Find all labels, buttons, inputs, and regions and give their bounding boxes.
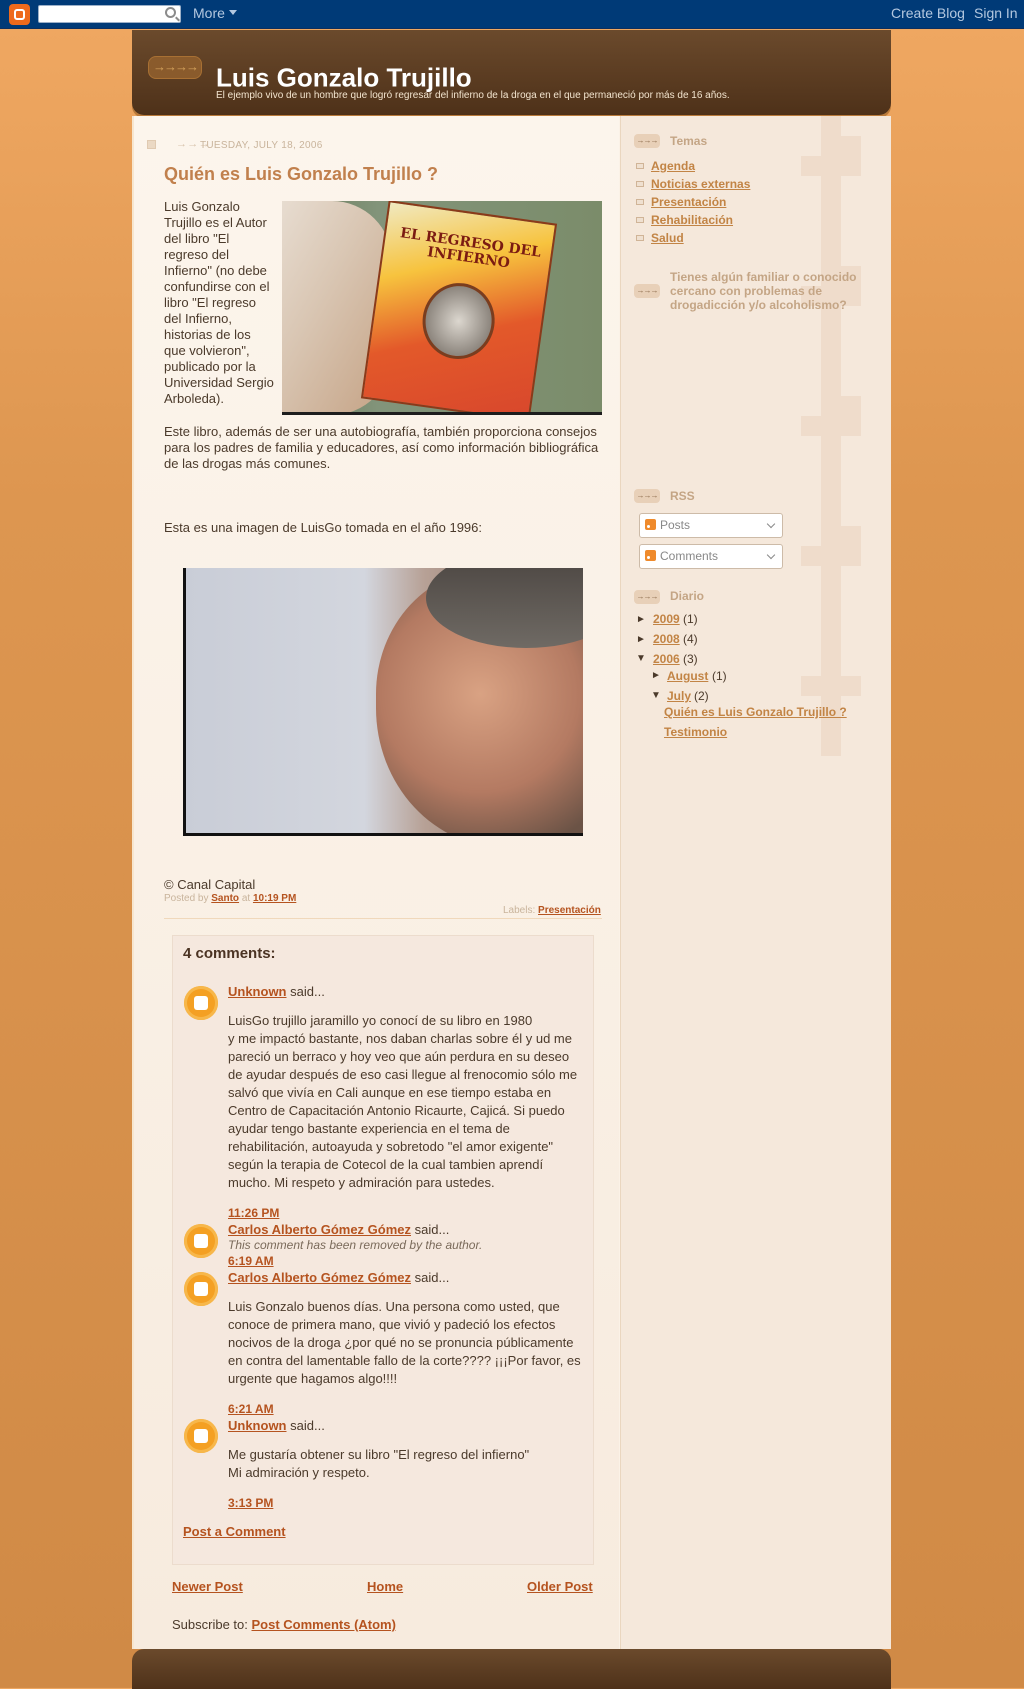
sidebar: [620, 116, 891, 1649]
post-footer-byline: [164, 893, 296, 904]
subscribe-label: Subscribe to:: [172, 1617, 248, 1632]
rss-title: RSS: [670, 489, 695, 503]
comments-title: 4 comments:: [183, 945, 276, 962]
rss-feed-icon: [645, 550, 656, 561]
bullet-icon: [636, 163, 644, 169]
comment-author-link[interactable]: Carlos Alberto Gómez Gómez: [228, 1222, 411, 1237]
comment-author-line: [228, 984, 325, 999]
question-title: Tienes algún familiar o conocido cercano con problemas de drogadicción y/o alcoholismo?: [670, 270, 857, 312]
chevron-down-icon: [767, 520, 775, 528]
temas-link-noticias[interactable]: Noticias externas: [651, 177, 751, 191]
collapse-toggle-icon[interactable]: ▼: [651, 690, 661, 701]
post-paragraph-3: Esta es una imagen de LuisGo tomada en el año 1996:: [164, 520, 482, 535]
luisgo-photo[interactable]: [183, 568, 583, 836]
post-author-link[interactable]: Santo: [211, 893, 240, 904]
labels-label: Labels:: [503, 905, 536, 916]
comment-author-link[interactable]: Carlos Alberto Gómez Gómez: [228, 1270, 411, 1285]
book-cover: [361, 201, 557, 415]
comment-author-line: [228, 1418, 325, 1433]
comment-author-line: [228, 1222, 449, 1237]
bullet-icon: [636, 217, 644, 223]
date-arrows-icon: →→→: [176, 138, 210, 150]
blogger-navbar: [0, 0, 1024, 29]
comment-author-line: [228, 1270, 449, 1285]
bullet-icon: [636, 235, 644, 241]
temas-link-salud[interactable]: Salud: [651, 231, 684, 245]
expand-toggle-icon[interactable]: ►: [651, 670, 661, 681]
post-a-comment-link[interactable]: Post a Comment: [183, 1524, 286, 1539]
post-intro: Luis Gonzalo Trujillo es el Autor del libro "El regreso del Infierno" (no debe confundirse con el libro "El regreso del Infierno, historias de los que volvieron", publicado por la Universidad Sergio Arboleda).: [164, 199, 274, 406]
widget-arrows-icon: →→→: [634, 590, 660, 604]
page-footer: [132, 1649, 891, 1689]
said-label: said...: [290, 1418, 325, 1433]
caret-down-icon: [229, 10, 237, 15]
diario-title: Diario: [670, 589, 705, 603]
expand-toggle-icon[interactable]: ►: [636, 614, 646, 625]
archive-count: (2): [694, 689, 709, 703]
post-title[interactable]: Quién es Luis Gonzalo Trujillo ?: [164, 164, 439, 184]
archive-count: (4): [683, 632, 698, 646]
archive-count: (3): [683, 652, 698, 666]
archive-year-2006[interactable]: 2006: [653, 652, 680, 666]
newer-post-link[interactable]: Newer Post: [172, 1579, 243, 1594]
comment-author-link[interactable]: Unknown: [228, 984, 287, 999]
subscribe-line: [172, 1617, 396, 1632]
widget-arrows-icon: →→→: [634, 284, 660, 298]
book-title: EL REGRESO DEL INFIERNO: [399, 225, 542, 272]
comment-time-link[interactable]: 11:26 PM: [228, 1206, 280, 1220]
bullet-icon: [636, 181, 644, 187]
widget-arrows-icon: →→→: [634, 134, 660, 148]
comment-time-link[interactable]: 6:21 AM: [228, 1402, 274, 1416]
archive-year-2009[interactable]: 2009: [653, 612, 680, 626]
search-input[interactable]: [38, 5, 181, 23]
collapse-toggle-icon[interactable]: ▼: [636, 653, 646, 664]
comment-time-link[interactable]: 6:19 AM: [228, 1254, 274, 1268]
post-divider: [164, 918, 602, 919]
posts-feed-label: Posts: [660, 518, 691, 532]
search-icon[interactable]: [165, 7, 176, 18]
posts-feed-dropdown[interactable]: [639, 513, 783, 538]
comment-avatar-icon[interactable]: [184, 1419, 218, 1453]
book-photo[interactable]: [282, 201, 602, 415]
said-label: said...: [290, 984, 325, 999]
bullet-icon: [636, 199, 644, 205]
post-time-link[interactable]: 10:19 PM: [252, 893, 297, 904]
blog-title[interactable]: Luis Gonzalo Trujillo: [216, 62, 472, 93]
post-labels: [503, 905, 601, 916]
more-label: More: [193, 5, 225, 21]
temas-link-rehabilitacion[interactable]: Rehabilitación: [651, 213, 734, 227]
rss-feed-icon: [645, 519, 656, 530]
archive-month-july[interactable]: July: [667, 689, 692, 703]
date-square-icon: [147, 140, 156, 149]
header-arrows-icon: →→→→: [148, 56, 202, 79]
comments-feed-dropdown[interactable]: [639, 544, 783, 569]
post-paragraph-2: Este libro, además de ser una autobiografía, también proporciona consejos para los padres de familia y educadores, así como información bibliográfica de las drogas más comunes.: [164, 424, 599, 471]
posted-by-label: Posted by: [164, 893, 209, 904]
blogger-logo-icon[interactable]: [9, 4, 30, 25]
temas-link-agenda[interactable]: Agenda: [651, 159, 696, 173]
comment-text: Luis Gonzalo buenos días. Una persona como usted, que conoce de primera mano, que vivió y padeció los efectos nocivos de la droga ¿por qué no se pronuncia públicamente en contra del lamentable fallo de la corte???? ¡¡¡Por favor, es urgente que hagamos algo!!!!: [228, 1299, 581, 1386]
blog-description: El ejemplo vivo de un hombre que logró regresar del infierno de la droga en el que permaneció por más de 16 años.: [216, 90, 730, 101]
expand-toggle-icon[interactable]: ►: [636, 634, 646, 645]
comment-avatar-icon[interactable]: [184, 1272, 218, 1306]
comment-text: LuisGo trujillo jaramillo yo conocí de su libro en 1980 y me impactó bastante, nos daban charlas sobre él y ud me pareció un berraco y hoy veo que aún perdura en su deseo de ayudar después de eso casi llegue al frenocomio sólo me salvó que vivía en Cali aunque en ese tiempo estaba en Centro de Capacitación Antonio Ricaurte, Cajicá. Si puedo ayudar tengo bastante experiencia en el tema de rehabilitación, autoayuda y sobretodo "el amor exigente" según la terapia de Cotecol de la cual tambien aprendí mucho. Mi respeto y admiración para ustedes.: [228, 1013, 578, 1190]
archive-count: (1): [683, 612, 698, 626]
sign-in-link[interactable]: Sign In: [974, 5, 1018, 21]
archive-month-august[interactable]: August: [667, 669, 709, 683]
chevron-down-icon: [767, 551, 775, 559]
sidebar-cross-pattern: [801, 116, 891, 756]
archive-year-2008[interactable]: 2008: [653, 632, 680, 646]
comments-feed-label: Comments: [660, 549, 719, 563]
label-link[interactable]: Presentación: [538, 905, 601, 916]
older-post-link[interactable]: Older Post: [527, 1579, 593, 1594]
book-portrait: [418, 278, 500, 363]
archive-post-link[interactable]: Testimonio: [664, 725, 728, 739]
archive-post-link[interactable]: Quién es Luis Gonzalo Trujillo ?: [664, 705, 847, 719]
subscribe-atom-link[interactable]: Post Comments (Atom): [251, 1617, 396, 1632]
widget-arrows-icon: →→→: [634, 489, 660, 503]
comment-avatar-icon[interactable]: [184, 986, 218, 1020]
temas-link-presentacion[interactable]: Presentación: [651, 195, 727, 209]
post-date: TUESDAY, JULY 18, 2006: [200, 140, 323, 151]
comment-text: Me gustaría obtener su libro "El regreso del infierno" Mi admiración y respeto.: [228, 1447, 530, 1480]
comment-removed-text: This comment has been removed by the author.: [228, 1238, 483, 1252]
comment-author-link[interactable]: Unknown: [228, 1418, 287, 1433]
photo-credit: © Canal Capital: [164, 877, 256, 892]
comment-avatar-icon[interactable]: [184, 1224, 218, 1258]
said-label: said...: [414, 1222, 450, 1237]
archive-count: (1): [712, 669, 727, 683]
at-label: at: [241, 893, 251, 904]
more-menu[interactable]: [193, 5, 237, 21]
temas-title: Temas: [670, 134, 708, 148]
blog-header: [132, 30, 891, 115]
create-blog-link[interactable]: Create Blog: [891, 5, 965, 21]
home-link[interactable]: Home: [367, 1579, 404, 1594]
said-label: said...: [414, 1270, 450, 1285]
comment-time-link[interactable]: 3:13 PM: [228, 1496, 274, 1510]
